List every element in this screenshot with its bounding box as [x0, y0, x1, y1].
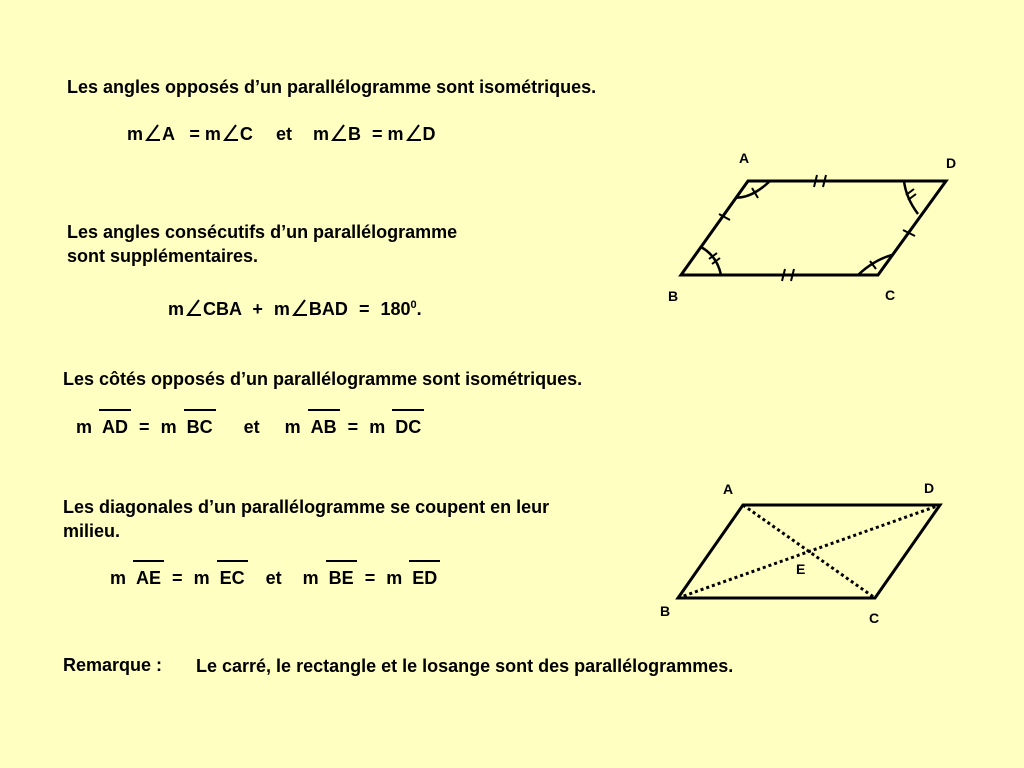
consecutive-angles-statement-line1: Les angles consécutifs d’un parallélogramme — [67, 222, 458, 242]
vertex-label-A: A — [739, 150, 750, 166]
vertex-label-C: C — [885, 287, 896, 303]
opposite-angles-statement: Les angles opposés d’un parallélogramme sont isométriques. — [67, 77, 597, 97]
segment-DC: DC — [395, 417, 422, 437]
vertex-label-C: C — [869, 610, 880, 626]
vertex-label-D: D — [924, 480, 935, 496]
segment-ED: ED — [412, 568, 438, 588]
consecutive-angles-formula: m CBA + m BAD = $180^0$. — [168, 299, 422, 319]
consecutive-angles-statement-line2: sont supplémentaires. — [67, 246, 259, 266]
vertex-label-A: A — [723, 481, 734, 497]
segment-AB: AB — [310, 417, 337, 437]
segment-EC: EC — [219, 568, 245, 588]
diagonals-formula: m AE = m EC et m BE = m ED — [110, 568, 438, 588]
remark-text: Le carré, le rectangle et le losange sont des parallélogrammes. — [196, 656, 734, 676]
segment-AE: AE — [136, 568, 162, 588]
remark-label: Remarque : — [63, 655, 163, 675]
midpoint-label-E: E — [796, 561, 806, 577]
vertex-label-D: D — [946, 155, 957, 171]
segment-BE: BE — [328, 568, 354, 588]
vertex-label-B: B — [668, 288, 679, 304]
opposite-angles-formula: m A = m C et m B = m D — [127, 124, 436, 144]
segment-AD: AD — [102, 417, 129, 437]
diagonal-BD — [678, 505, 940, 598]
opposite-sides-formula: m AD = m BC et m AB = m DC — [76, 417, 422, 437]
vertex-label-B: B — [660, 603, 671, 619]
opposite-sides-statement: Les côtés opposés d’un parallélogramme sont isométriques. — [63, 369, 583, 389]
segment-BC: BC — [186, 417, 213, 437]
diagonals-statement-line1: Les diagonales d’un parallélogramme se coupent en leur — [63, 497, 550, 517]
diagonals-statement-line2: milieu. — [63, 521, 121, 541]
